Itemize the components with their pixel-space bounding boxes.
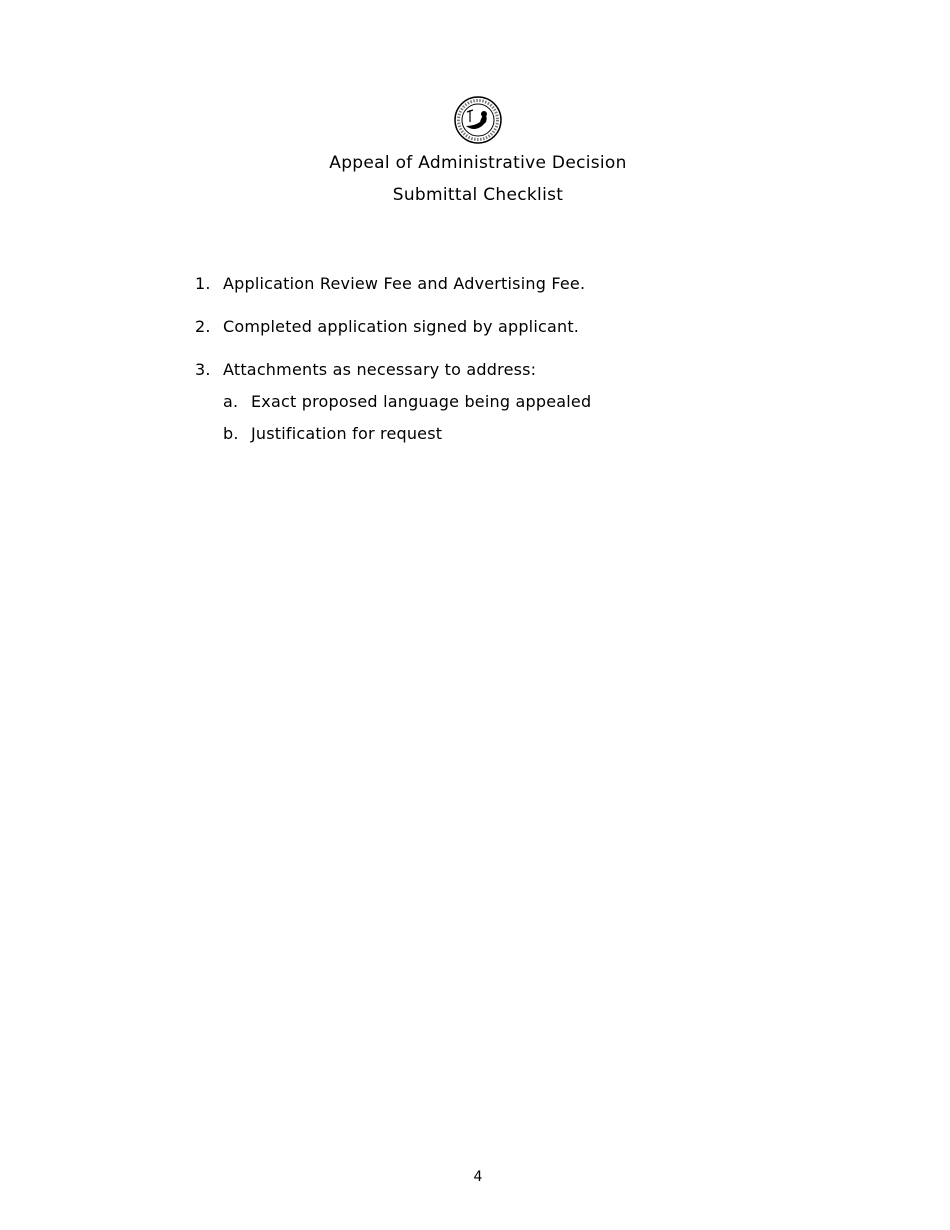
item-text: Completed application signed by applicant. [223,317,580,336]
item-text: Application Review Fee and Advertising Fee. [223,274,586,293]
document-subtitle: Submittal Checklist [392,185,564,205]
item-number: 3. [195,360,211,379]
subitem-text: Justification for request [251,424,443,443]
subitem-letter: b. [223,424,239,443]
item-text: Attachments as necessary to address: [223,360,537,379]
city-seal-icon [454,96,502,144]
subitem-letter: a. [223,392,239,411]
page-number: 4 [473,1169,483,1185]
item-number: 2. [195,317,211,336]
item-number: 1. [195,274,211,293]
subitem-text: Exact proposed language being appealed [251,392,592,411]
document-title: Appeal of Administrative Decision [329,153,627,173]
